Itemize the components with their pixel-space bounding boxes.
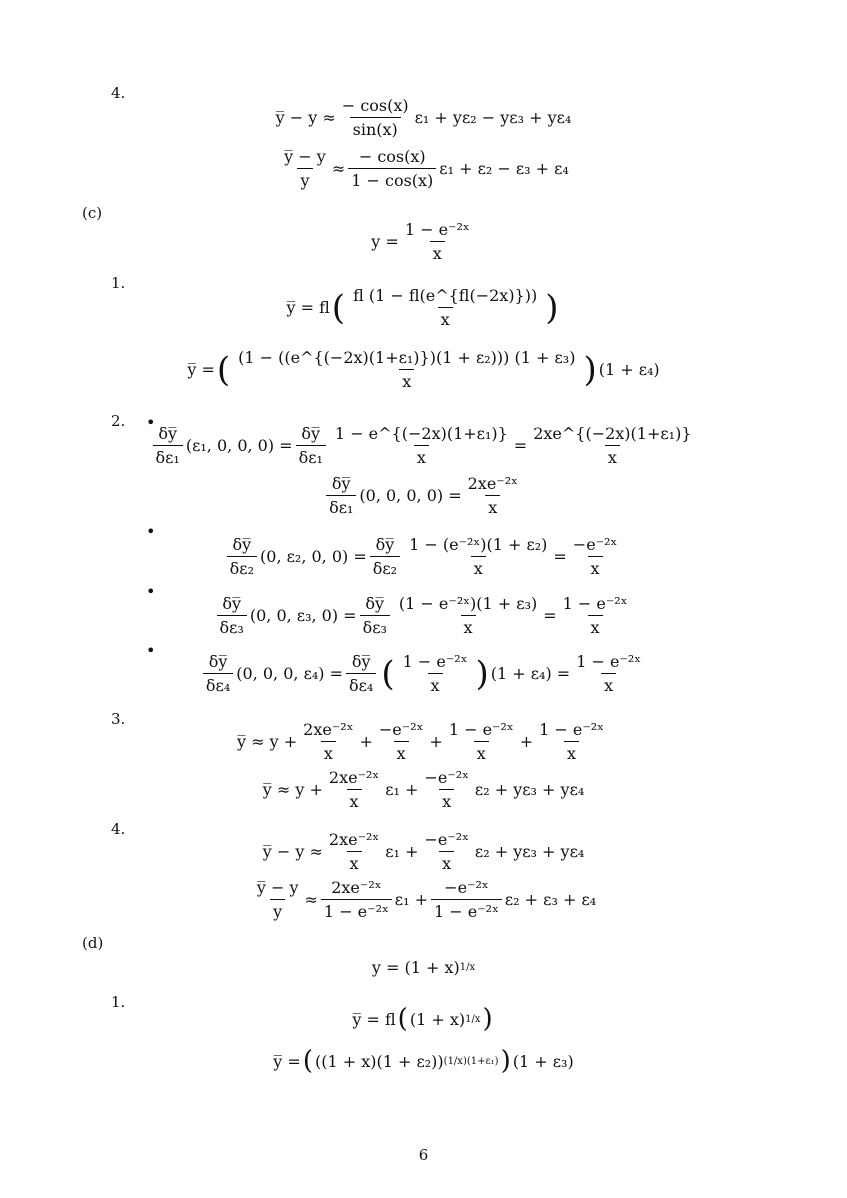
numerator: 2xe⁻²ˣ	[328, 768, 380, 787]
bullet: •	[146, 582, 156, 601]
left-paren: (	[302, 1046, 313, 1076]
right-paren: )	[545, 287, 559, 328]
numerator: −e⁻²ˣ	[424, 768, 469, 787]
fraction	[446, 720, 517, 763]
denominator: x	[439, 851, 454, 873]
lhs: y =	[371, 232, 399, 251]
lhs: y̅ = fl	[286, 298, 330, 317]
fraction	[406, 535, 550, 578]
right-paren: )	[583, 349, 597, 390]
denominator: x	[430, 241, 445, 263]
equation	[352, 1006, 494, 1032]
exponent: 1/x	[465, 1013, 481, 1025]
plus-sign: +	[359, 732, 373, 751]
numerator: − cos(x)	[358, 147, 426, 166]
fraction	[346, 652, 376, 695]
fraction	[339, 96, 412, 139]
bullet: •	[146, 522, 156, 541]
denominator: x	[428, 673, 443, 695]
left-paren: (	[397, 1004, 408, 1034]
equation	[263, 830, 585, 873]
equals-sign: =	[543, 606, 557, 625]
numerator: 1 − e⁻²ˣ	[539, 720, 604, 739]
numerator: δy̅	[222, 594, 241, 613]
item-label: 4.	[111, 84, 126, 102]
fraction	[326, 830, 382, 873]
fraction	[360, 594, 390, 637]
rhs: ε₁ + yε₂ − yε₃ + yε₄	[414, 108, 572, 127]
denominator: 1 − e⁻²ˣ	[321, 899, 392, 921]
numerator: 1 − e^{(−2x)(1+ε₁)}	[334, 424, 508, 443]
fraction	[530, 424, 694, 467]
epsilon-term: ε₁ +	[394, 890, 428, 909]
denominator: x	[588, 556, 603, 578]
numerator: 2xe⁻²ˣ	[328, 830, 380, 849]
denominator: x	[414, 445, 429, 467]
numerator: 1 − e⁻²ˣ	[402, 652, 468, 671]
equation	[287, 286, 561, 329]
denominator: x	[601, 673, 616, 695]
equation-line	[0, 768, 847, 811]
denominator: x	[321, 741, 336, 763]
numerator: 1 − e⁻²ˣ	[562, 594, 628, 613]
right-paren: )	[500, 1046, 511, 1076]
fraction	[332, 424, 511, 467]
numerator: fl (1 − fl(e^{fl(−2x)}))	[353, 286, 538, 305]
numerator: y̅ − y	[256, 878, 299, 897]
numerator: δy̅	[208, 652, 228, 671]
item-label: 1.	[111, 993, 126, 1011]
numerator: δy̅	[331, 474, 351, 493]
equation	[323, 474, 524, 517]
part-label: (c)	[82, 204, 103, 222]
arguments: (ε₁, 0, 0, 0) =	[185, 436, 293, 455]
fraction	[421, 830, 472, 873]
item-label: 4.	[111, 820, 126, 838]
denominator: δε₃	[217, 615, 247, 637]
equation-line	[0, 720, 847, 763]
equation	[276, 96, 572, 139]
rhs: ε₂ + ε₃ + ε₄	[504, 890, 597, 909]
fraction	[570, 535, 621, 578]
denominator: x	[347, 789, 362, 811]
denominator: x	[564, 741, 579, 763]
fraction	[153, 424, 183, 467]
equation-line	[0, 474, 847, 517]
epsilon-term: ε₁ +	[385, 842, 419, 861]
lhs: y̅ − y ≈	[275, 108, 336, 127]
denominator: x	[485, 495, 500, 517]
equation-line	[0, 878, 847, 921]
fraction	[536, 720, 607, 763]
item-label: 2.	[111, 412, 126, 430]
right-paren: )	[482, 1004, 493, 1034]
denominator: y	[270, 899, 285, 921]
left-paren: (	[216, 349, 231, 390]
denominator: δε₁	[153, 445, 183, 467]
fraction	[281, 147, 329, 190]
numerator: 1 − e⁻²ˣ	[448, 720, 514, 739]
fraction	[400, 652, 471, 695]
denominator: x	[347, 851, 362, 873]
lhs: y̅ =	[187, 360, 215, 379]
fraction	[326, 474, 356, 517]
equation	[278, 147, 569, 190]
equation	[200, 652, 647, 695]
fraction	[431, 878, 502, 921]
denominator: y	[297, 168, 312, 190]
fraction	[376, 720, 427, 763]
fraction	[402, 220, 473, 263]
exponent: 1/x	[459, 962, 476, 973]
arguments: (0, 0, 0, 0) =	[359, 486, 462, 505]
epsilon-term: ε₁ +	[385, 780, 419, 799]
lhs: y̅ =	[273, 1051, 301, 1071]
numerator: δy̅	[351, 652, 371, 671]
numerator: 1 − (e⁻²ˣ)(1 + ε₂)	[409, 535, 548, 554]
lhs: y̅ = fl	[352, 1009, 396, 1029]
exponent: (1/x)(1+ε₁)	[443, 1055, 499, 1067]
item-label: 3.	[111, 710, 126, 728]
plus-sign: +	[429, 732, 443, 751]
numerator: δy̅	[301, 424, 321, 443]
page-number: 6	[418, 1146, 429, 1164]
denominator: x	[438, 307, 453, 329]
plus-sign: +	[519, 732, 534, 751]
arguments: (0, 0, 0, ε₄) =	[236, 664, 343, 683]
fraction	[465, 474, 521, 517]
numerator: 1 − e⁻²ˣ	[576, 652, 642, 671]
rhs: ε₂ + yε₃ + yε₄	[474, 780, 585, 799]
rhs: ε₂ + yε₃ + yε₄	[474, 842, 585, 861]
fraction	[296, 424, 326, 467]
equation	[237, 720, 610, 763]
lhs: y̅ ≈ y +	[262, 780, 323, 799]
item-label: 1.	[111, 274, 126, 292]
fraction	[203, 652, 233, 695]
arguments: (0, 0, ε₃, 0) =	[249, 606, 357, 625]
right-paren: )	[475, 653, 489, 694]
denominator: δε₂	[370, 556, 400, 578]
approx-sign: ≈	[304, 890, 318, 909]
fraction	[421, 768, 472, 811]
numerator: y̅ − y	[284, 147, 326, 166]
numerator: δy̅	[158, 424, 177, 443]
lhs: y = (1 + x)	[371, 958, 460, 977]
denominator: 1 − e⁻²ˣ	[431, 899, 502, 921]
equation-line	[0, 286, 847, 329]
equation	[187, 348, 659, 391]
equation-line	[0, 147, 847, 190]
fraction	[573, 652, 644, 695]
equation-line	[0, 220, 847, 263]
equation-line	[0, 96, 847, 139]
fraction	[254, 878, 302, 921]
denominator: x	[399, 369, 414, 391]
equation	[150, 424, 698, 467]
lhs: y̅ − y ≈	[262, 842, 323, 861]
approx-sign: ≈	[331, 159, 346, 178]
left-paren: (	[381, 653, 395, 694]
fraction	[350, 286, 540, 329]
denominator: sin(x)	[350, 117, 401, 139]
left-paren: (	[331, 287, 346, 328]
equation	[372, 958, 475, 977]
equation	[214, 594, 634, 637]
numerator: −e⁻²ˣ	[444, 878, 489, 897]
numerator: −e⁻²ˣ	[572, 535, 618, 554]
inner: ((1 + x)(1 + ε₂))	[314, 1051, 444, 1071]
equation-line	[0, 1048, 847, 1074]
fraction	[348, 147, 436, 190]
numerator: −e⁻²ˣ	[424, 830, 469, 849]
equation-line	[0, 958, 847, 977]
denominator: x	[439, 789, 454, 811]
numerator: (1 − e⁻²ˣ)(1 + ε₃)	[398, 594, 538, 613]
numerator: 2xe⁻²ˣ	[303, 720, 354, 739]
numerator: δy̅	[375, 535, 395, 554]
denominator: x	[471, 556, 486, 578]
denominator: δε₁	[326, 495, 356, 517]
equation-line	[0, 535, 847, 578]
equation-line	[0, 348, 847, 391]
numerator: −e⁻²ˣ	[378, 720, 424, 739]
numerator: 1 − e⁻²ˣ	[404, 220, 470, 239]
equation	[251, 878, 596, 921]
equals-sign: =	[513, 436, 528, 455]
equation	[224, 535, 624, 578]
rhs: ε₁ + ε₂ − ε₃ + ε₄	[439, 159, 569, 178]
rhs: (1 + ε₄)	[598, 360, 660, 379]
arguments: (0, ε₂, 0, 0) =	[260, 547, 367, 566]
fraction	[217, 594, 247, 637]
denominator: x	[474, 741, 489, 763]
numerator: 2xe⁻²ˣ	[467, 474, 518, 493]
numerator: 2xe⁻²ˣ	[331, 878, 382, 897]
numerator: δy̅	[232, 535, 252, 554]
numerator: 2xe^{(−2x)(1+ε₁)}	[533, 424, 692, 443]
equation-line	[0, 594, 847, 637]
denominator: δε₄	[203, 673, 233, 695]
inner: (1 + x)	[409, 1009, 466, 1029]
denominator: x	[588, 615, 603, 637]
denominator: δε₂	[227, 556, 257, 578]
denominator: 1 − cos(x)	[348, 168, 436, 190]
part-label: (d)	[82, 934, 104, 952]
denominator: δε₁	[296, 445, 326, 467]
equation	[263, 768, 585, 811]
numerator: (1 − ((e^{(−2x)(1+ε₁)})(1 + ε₂))) (1 + ε₃)	[238, 348, 576, 367]
fraction	[370, 535, 400, 578]
denominator: x	[461, 615, 476, 637]
fraction	[396, 594, 540, 637]
fraction	[227, 535, 257, 578]
denominator: x	[394, 741, 409, 763]
rhs: (1 + ε₃)	[512, 1051, 574, 1071]
equation	[371, 220, 475, 263]
bullet: •	[146, 413, 156, 432]
fraction	[321, 878, 392, 921]
equals-sign: =	[553, 547, 567, 566]
fraction	[300, 720, 356, 763]
denominator: x	[605, 445, 620, 467]
numerator: δy̅	[365, 594, 385, 613]
fraction	[235, 348, 578, 391]
equation-line	[0, 424, 847, 467]
equation	[273, 1048, 573, 1074]
equation-line	[0, 830, 847, 873]
lhs: y̅ ≈ y +	[237, 732, 298, 751]
bullet: •	[146, 641, 156, 660]
equation-line	[0, 652, 847, 695]
fraction	[326, 768, 382, 811]
rhs: (1 + ε₄) =	[490, 664, 571, 683]
numerator: − cos(x)	[341, 96, 409, 115]
fraction	[560, 594, 631, 637]
equation-line	[0, 1006, 847, 1032]
denominator: δε₃	[360, 615, 390, 637]
denominator: δε₄	[346, 673, 376, 695]
